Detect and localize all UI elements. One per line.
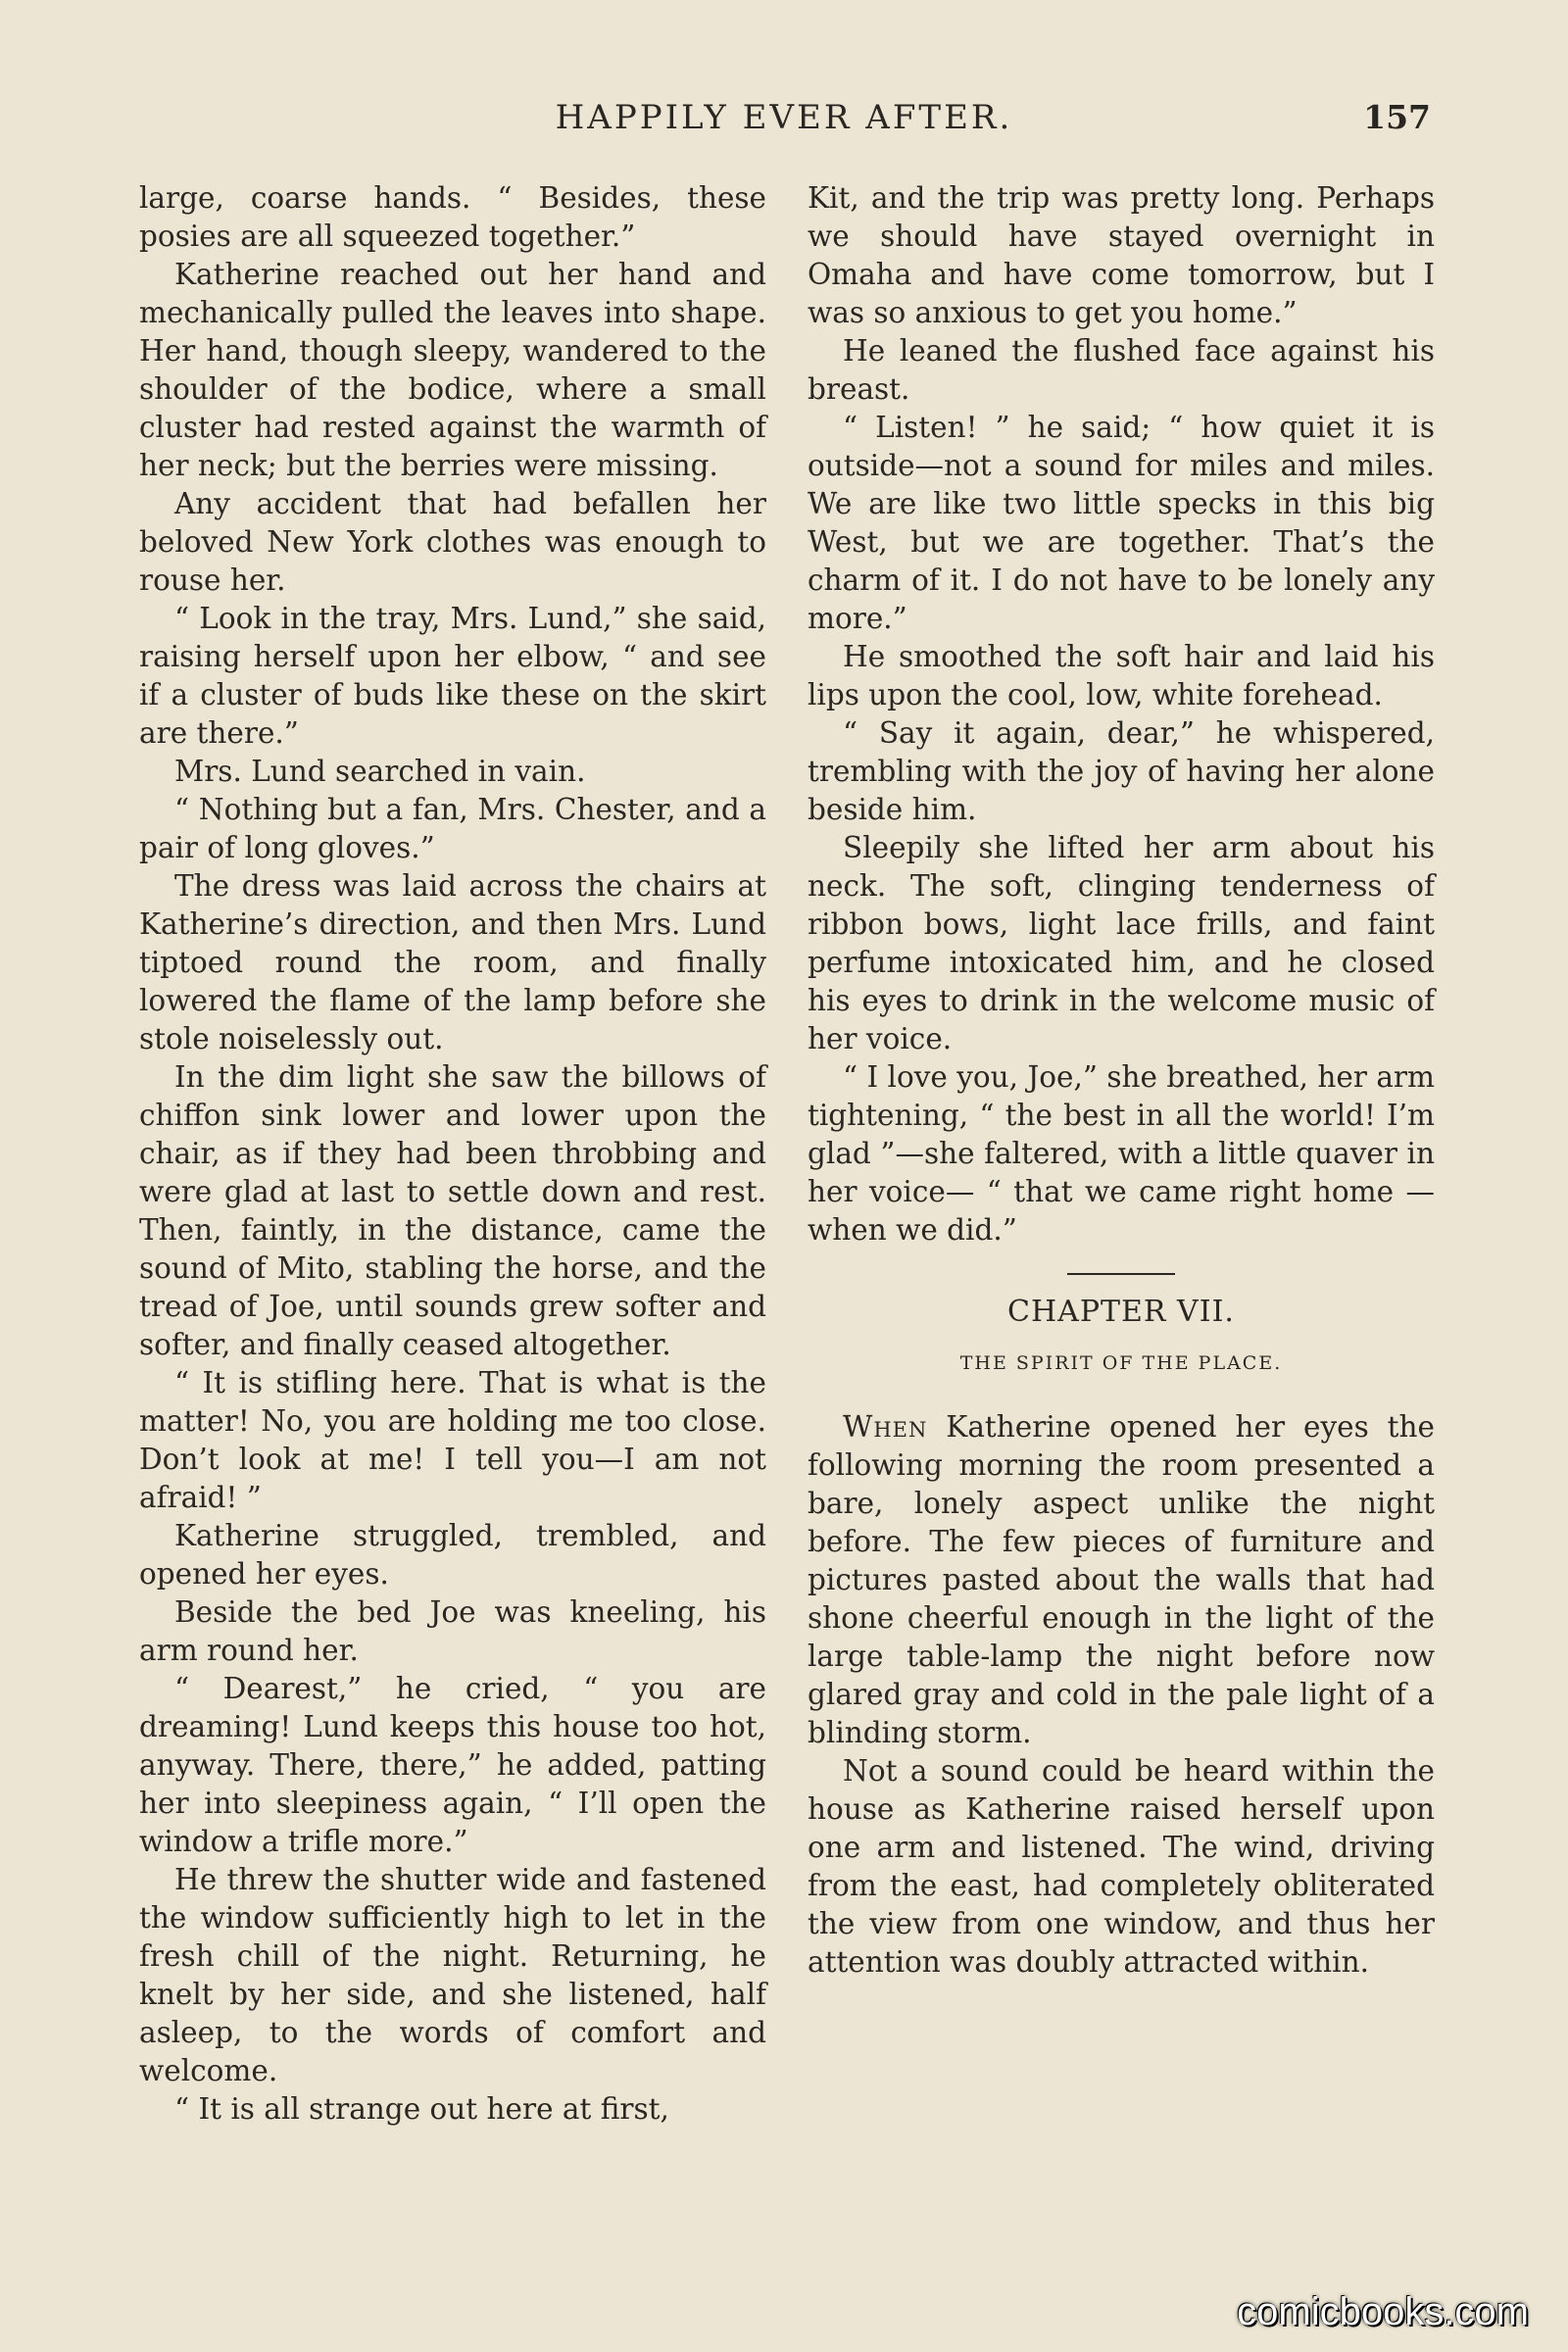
running-head — [137, 98, 1431, 157]
paragraph: “ Say it again, dear,” he whispered, trembling with the joy of having her alone beside him. — [808, 716, 1435, 826]
paragraph: “ Nothing but a fan, Mrs. Chester, and a pair of long gloves.” — [139, 793, 766, 864]
running-title: HAPPILY EVER AFTER. — [555, 98, 1013, 137]
paragraph: Sleepily she lifted her arm about his neck. The soft, clinging tenderness of ribbon bows, light lace frills, and faint perfume intoxicated him, and he closed his eyes to drink in the welcome music of her voice. — [808, 831, 1435, 1055]
paragraph: Any accident that had befallen her beloved New York clothes was enough to rouse her. — [139, 487, 766, 597]
paragraph: “ Look in the tray, Mrs. Lund,” she said, raising herself upon her elbow, “ and see if a cluster of buds like these on the skirt are there.” — [139, 602, 766, 750]
paragraph: Katherine reached out her hand and mechanically pulled the leaves into shape. Her hand, though sleepy, wandered to the shoulder of the bodice, where a small cluster had rested against the warmth of her neck; but the berries were missing. — [139, 258, 766, 482]
paragraph: He threw the shutter wide and fastened the window sufficiently high to let in the fresh chill of the night. Returning, he knelt by her side, and she listened, half asleep, to the words of comfort and welcome. — [139, 1863, 766, 2087]
right-column — [808, 179, 1435, 1982]
right-column-paragraphs — [808, 179, 1435, 1250]
chapter-subtitle: THE SPIRIT OF THE PLACE. — [959, 1352, 1283, 1374]
paragraph: large, coarse hands. “ Besides, these posies are all squeezed together.” — [139, 181, 766, 253]
chapter-opening-word: When — [843, 1410, 928, 1444]
chapter-title: CHAPTER VII. — [1007, 1295, 1235, 1329]
paragraph: “ Listen! ” he said; “ how quiet it is outside—not a sound for miles and miles. We are like two little specks in this big West, but we are together. That’s the charm of it. I do not have to be lonely any more.” — [808, 411, 1435, 635]
paragraph: Kit, and the trip was pretty long. Perhaps we should have stayed overnight in Omaha and have come tomorrow, but I was so anxious to get you home.” — [808, 181, 1435, 329]
paragraph: “ Dearest,” he cried, “ you are dreaming! Lund keeps this house too hot, anyway. There, there,” he added, patting her into sleepiness again, “ I’ll open the window a trifle more.” — [139, 1672, 766, 1858]
paragraph: He leaned the flushed face against his breast. — [808, 334, 1435, 406]
section-rule — [1067, 1273, 1175, 1275]
paragraph: Mrs. Lund searched in vain. — [174, 755, 586, 788]
paragraph: “ I love you, Joe,” she breathed, her arm tightening, “ the best in all the world! I’m glad ”—she faltered, with a little quaver in her voice— “ that we came right home — when we did.” — [808, 1060, 1435, 1247]
chapter-first-paragraph-text: Katherine opened her eyes the following morning the room presented a bare, lonely aspect unlike the night before. The few pieces of furniture and pictures pasted about the walls that had shone cheerful enough in the light of the large table-lamp the night before now glared gray and cold in the pale light of a blinding storm. — [808, 1410, 1435, 1749]
watermark-logo: comicbooks.com — [1237, 2290, 1529, 2333]
page-number: 157 — [1363, 98, 1431, 136]
chapter-first-paragraph — [808, 1408, 1435, 1752]
paragraph: Katherine struggled, trembled, and opened her eyes. — [139, 1519, 766, 1591]
paragraph: “ It is stifling here. That is what is the matter! No, you are holding me too close. Don’t look at me! I tell you—I am not afraid! ” — [139, 1366, 766, 1514]
chapter-second-paragraph: Not a sound could be heard within the house as Katherine raised herself upon one arm and listened. The wind, driving from the east, had completely obliterated the view from one window, and thus her attention was doubly attracted within. — [808, 1754, 1435, 1979]
paragraph: The dress was laid across the chairs at Katherine’s direction, and then Mrs. Lund tiptoed round the room, and finally lowered the flame of the lamp before she stole noiselessly out. — [139, 869, 766, 1055]
left-column — [139, 179, 766, 2129]
paragraph: He smoothed the soft hair and laid his lips upon the cool, low, white forehead. — [808, 640, 1435, 711]
paragraph: Beside the bed Joe was kneeling, his arm round her. — [139, 1595, 766, 1667]
paragraph: In the dim light she saw the billows of chiffon sink lower and lower upon the chair, as if they had been throbbing and were glad at last to settle down and rest. Then, faintly, in the distance, came the sound of Mito, stabling the horse, and the tread of Joe, until sounds grew softer and softer, and finally ceased altogether. — [139, 1060, 766, 1361]
paragraph: “ It is all strange out here at first, — [174, 2092, 669, 2126]
